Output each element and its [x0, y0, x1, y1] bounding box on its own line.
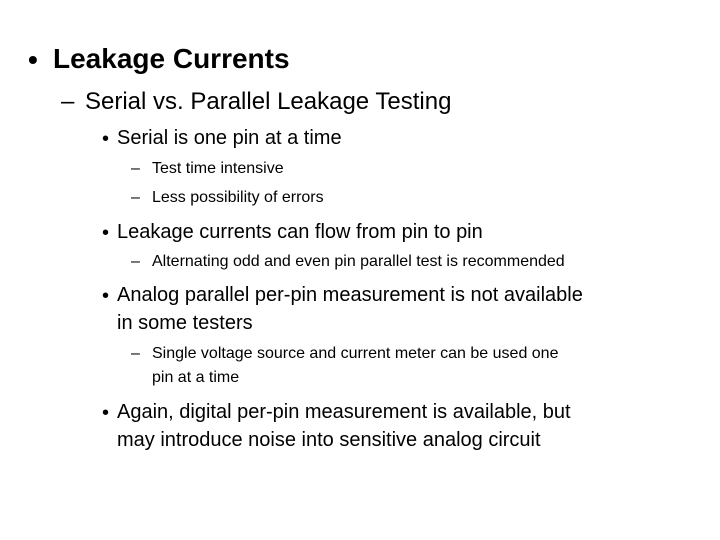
point-3-sub-1-text-line-2: pin at a time: [152, 369, 240, 386]
point-4-text-line-2: may introduce noise into sensitive analog circuit: [117, 429, 541, 451]
subpoint-dash: –: [131, 345, 140, 362]
point-2-sub-1-text: Alternating odd and even pin parallel test is recommended: [152, 253, 565, 270]
point-4-text-line-1: Again, digital per-pin measurement is available, but: [117, 401, 571, 423]
slide-title: Leakage Currents: [53, 43, 290, 74]
slide-subtitle: Serial vs. Parallel Leakage Testing: [85, 88, 452, 115]
title-bullet: •: [28, 44, 38, 75]
point-2-text: Leakage currents can flow from pin to pin: [117, 221, 483, 243]
point-bullet: •: [102, 128, 110, 150]
point-bullet: •: [102, 285, 110, 307]
point-3-text-line-1: Analog parallel per-pin measurement is not available: [117, 284, 583, 306]
point-3-sub-1-text-line-1: Single voltage source and current meter can be used one: [152, 345, 559, 362]
point-bullet: •: [102, 402, 110, 424]
point-3-text-line-2: in some testers: [117, 312, 253, 334]
point-1-sub-2-text: Less possibility of errors: [152, 189, 324, 206]
subpoint-dash: –: [131, 189, 140, 206]
point-1-sub-1-text: Test time intensive: [152, 160, 284, 177]
subpoint-dash: –: [131, 253, 140, 270]
point-1-text: Serial is one pin at a time: [117, 127, 342, 149]
subpoint-dash: –: [131, 160, 140, 177]
point-bullet: •: [102, 222, 110, 244]
subtitle-dash: –: [61, 88, 75, 115]
